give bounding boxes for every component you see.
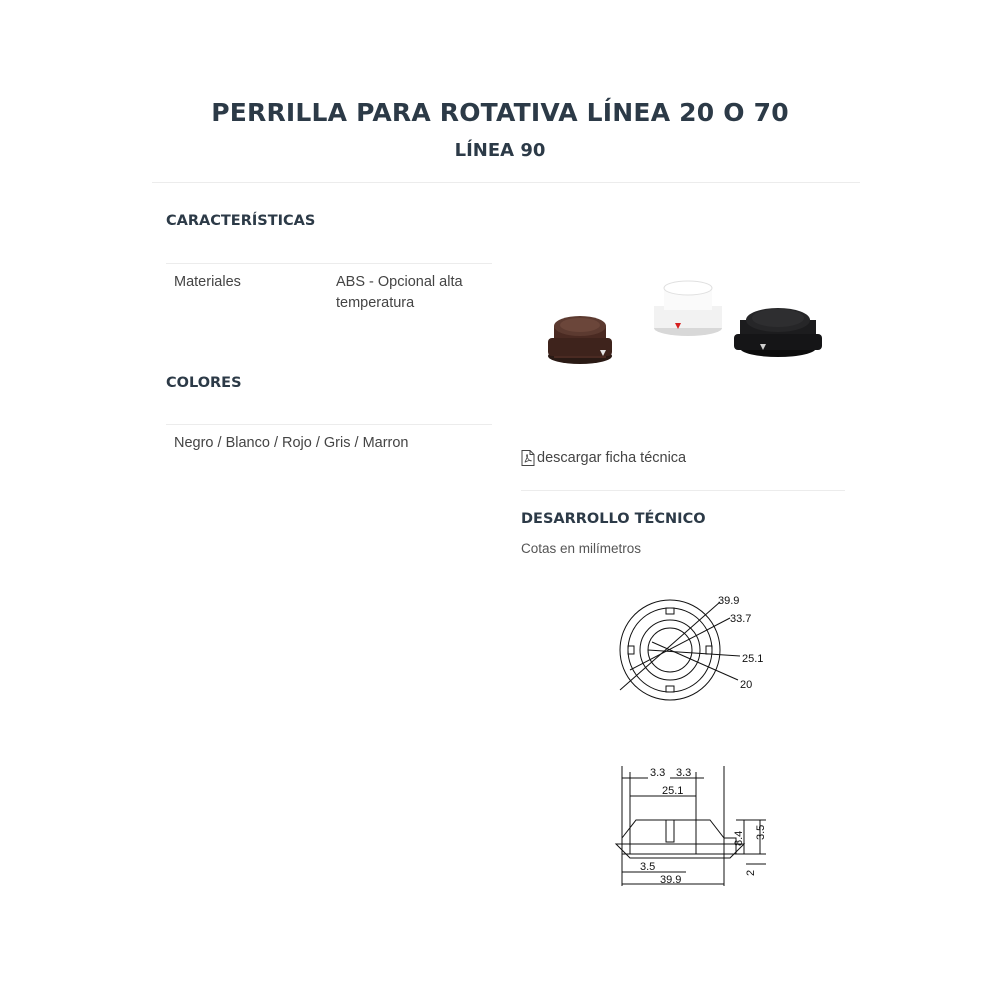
page-title: PERRILLA PARA ROTATIVA LÍNEA 20 O 70	[211, 98, 789, 127]
characteristics-heading: CARACTERÍSTICAS	[166, 213, 316, 229]
dim-39-9-top: 39.9	[718, 595, 740, 607]
colors-value: Negro / Blanco / Rojo / Gris / Marron	[174, 435, 409, 451]
brown-knob	[548, 316, 612, 364]
top-view-drawing	[600, 580, 790, 710]
dim-20-top: 20	[740, 679, 753, 691]
black-knob	[734, 308, 822, 357]
product-image	[540, 278, 830, 378]
dim-3-5-vertical: 3.5	[755, 824, 767, 840]
dim-33-7-top: 33.7	[730, 613, 752, 625]
technical-heading: DESARROLLO TÉCNICO	[521, 511, 706, 527]
dim-8-4-side: 8.4	[733, 830, 745, 846]
dim-25-1-top: 25.1	[742, 653, 764, 665]
materials-label: Materiales	[174, 274, 241, 290]
download-label: descargar ficha técnica	[537, 450, 687, 466]
materials-value: ABS - Opcional alta temperatura	[336, 274, 463, 311]
pdf-file-icon	[521, 450, 535, 466]
white-knob	[654, 281, 722, 336]
header-divider	[152, 182, 860, 183]
colors-heading: COLORES	[166, 375, 242, 391]
dim-2-side: 2	[745, 869, 757, 876]
dim-3-5-bottom: 3.5	[640, 861, 656, 873]
technical-divider	[521, 490, 845, 491]
characteristics-divider	[166, 263, 492, 264]
units-note: Cotas en milímetros	[521, 541, 642, 556]
page-subtitle: LÍNEA 90	[454, 140, 546, 161]
colors-divider	[166, 424, 492, 425]
dim-25-1-side: 25.1	[662, 785, 684, 797]
dim-39-9-side: 39.9	[660, 874, 682, 886]
dim-3-3-left: 3.3	[650, 767, 666, 779]
download-datasheet-link[interactable]	[521, 450, 686, 466]
dim-3-3-right: 3.3	[676, 767, 692, 779]
side-view-drawing	[606, 762, 776, 892]
